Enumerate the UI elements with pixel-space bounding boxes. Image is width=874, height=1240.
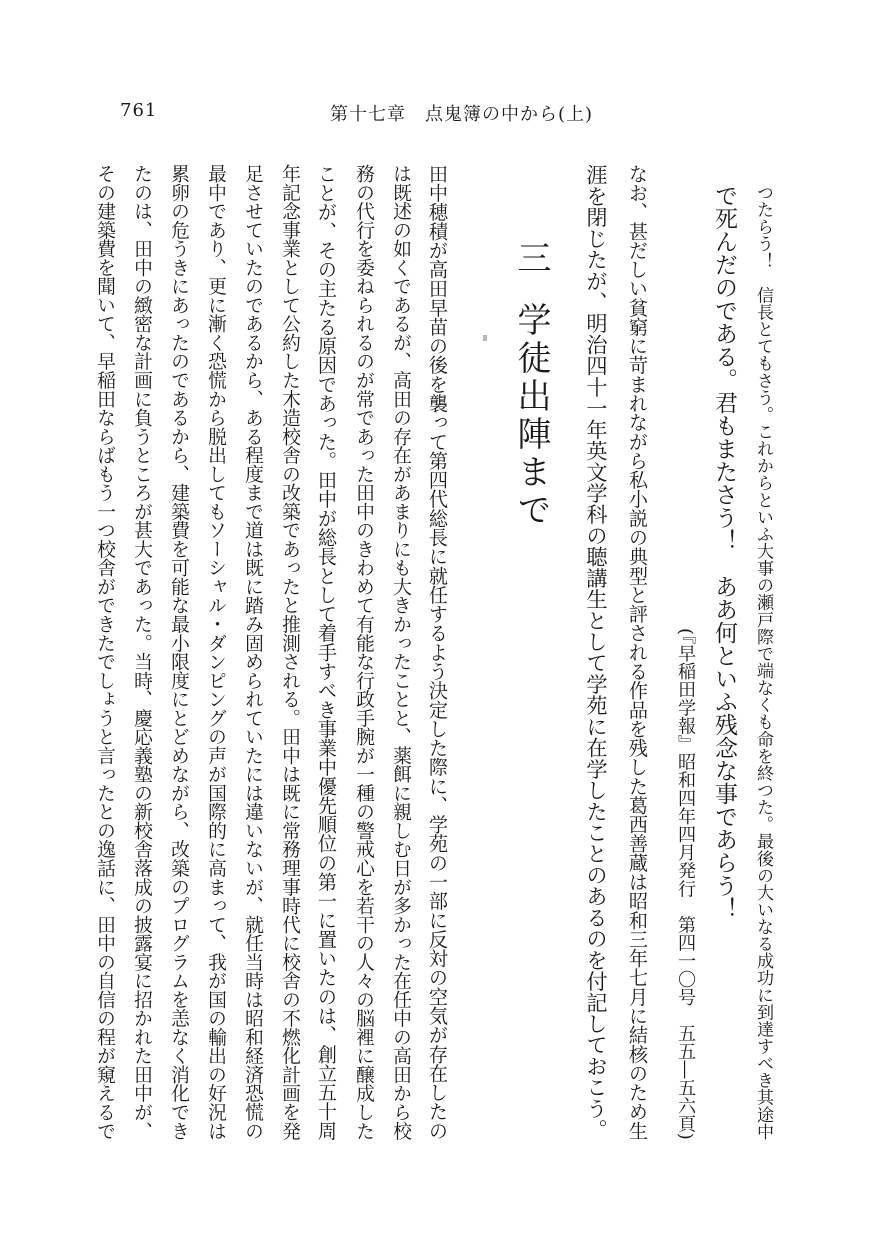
ink-mark — [483, 335, 487, 341]
running-head: 第十七章 点鬼簿の中から(上) — [330, 104, 594, 125]
section-title: 学徒出陣まで — [511, 302, 551, 530]
quote-citation: (『早稲田学報』昭和四年四月発行 第四一〇号 五五―五六頁) — [675, 628, 696, 1140]
body-line: 最中であり、更に漸く恐慌から脱出してもソーシャル・ダンピングの声が国際的に高まって、我が国の輸出の好況は — [205, 164, 226, 1141]
body-line: 累卵の危うきにあったのであるから、建築費を可能な最小限度にとどめながら、改築のプログラムを恙なく消化でき — [168, 164, 189, 1141]
note-line: 涯を閉じたが、明治四十一年英文学科の聴講生として学苑に在学したことのあるのを付記しておこう。 — [583, 164, 608, 1141]
body-line: は既述の如くであるが、高田の存在があまりにも大きかったことと、薬餌に親しむ日が多かった在任中の高田から校 — [390, 164, 411, 1141]
body-line: 足させていたのであるから、ある程度まで道は既に踏み固められていたには違いないが、就任当時は昭和経済恐慌の — [242, 164, 263, 1141]
page-number: 761 — [120, 100, 158, 121]
quote-line: で死んだのである。君もまたさう！ ああ何といふ残念な事であらう！ — [711, 184, 737, 920]
quote-line: つたらう！ 信長とてもさう。これからといふ大事の瀬戸際で端なくも命を終つた。最後の大いなる成功に到達すべき其途中 — [753, 184, 773, 1140]
section-number: 三 — [511, 240, 551, 278]
note-line: なお、甚だしい貧窮に苛まれながら私小説の典型と評される作品を残した葛西善蔵は昭和三年七月に結核のため生 — [626, 164, 649, 1141]
section-heading — [508, 240, 554, 530]
body-line: 務の代行を委ねられるのが常であった田中のきわめて有能な行政手腕が一種の警戒心を若干の人々の脳裡に醸成した — [353, 164, 374, 1141]
body-line: ことが、その主たる原因であった。田中が総長として着手すべき事業中優先順位の第一に置いたのは、創立五十周 — [315, 164, 338, 1141]
body-line: たのは、田中の緻密な計画に負うところが甚大であった。当時、慶応義塾の新校舎落成の披露宴に招かれた田中が、 — [131, 164, 152, 1141]
body-line: 年記念事業として公約した木造校舎の改築であったと推測される。田中は既に常務理事時代に校舎の不燃化計画を発 — [279, 164, 300, 1141]
body-line: その建築費を聞いて、早稲田ならばもう一つ校舎ができたでしょうと言ったとの逸話に、田中の自信の程が窺えるで — [94, 164, 115, 1141]
body-line: 田中穂積が高田早苗の後を襲って第四代総長に就任するよう決定した際に、学苑の一部に反対の空気が存在したの — [426, 164, 449, 1141]
